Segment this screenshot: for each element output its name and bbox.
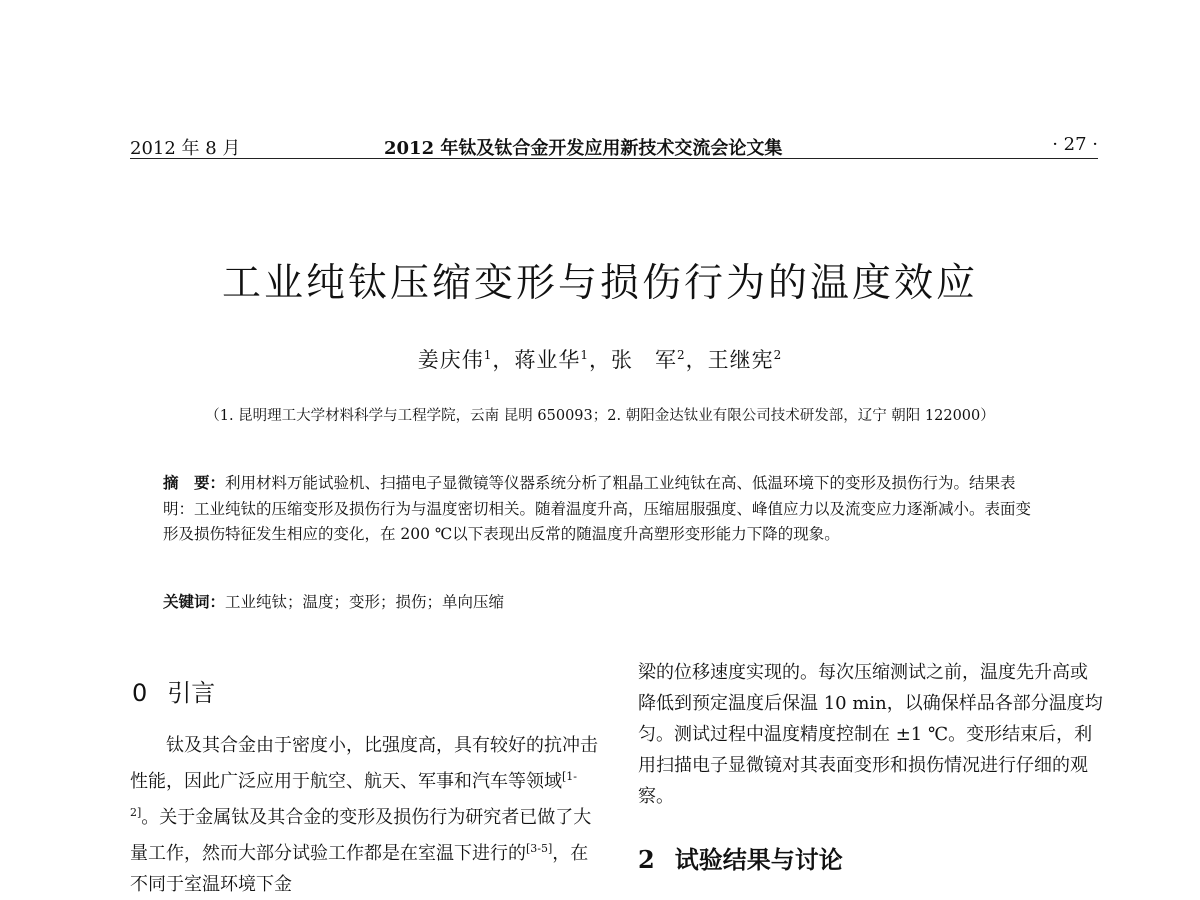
keywords [163,590,504,612]
header-rule [130,158,1098,159]
running-header [130,130,1098,160]
author-affiliation-mark: 1 [483,348,493,362]
intro-text-2: 。关于金属钛及其合金的变形及损伤行为研究者已做了大量工作，然而大部分试验工作都是在室温下进行的 [130,807,592,864]
intro-text-1: 钛及其合金由于密度小，比强度高，具有较好的抗冲击性能，因此广泛应用于航空、航天、军事和汽车等领域 [130,735,598,792]
author-affiliation-mark: 1 [580,348,589,362]
section-title: 试验结果与讨论 [674,845,843,874]
header-proceedings-title: 2012 年钛及钛合金开发应用新技术交流会论文集 [384,138,783,159]
section-title: 引言 [167,679,216,707]
citation-2: [3-5] [526,842,553,855]
right-column [638,657,1103,812]
author-name: 王继宪 [707,348,774,372]
abstract-label: 摘 要： [163,473,226,492]
header-date: 2012 年 8 月 [130,138,241,159]
author-affiliation-mark: 2 [677,348,686,362]
keywords-text: 工业纯钛；温度；变形；损伤；单向压缩 [225,593,505,611]
abstract-text: 利用材料万能试验机、扫描电子显微镜等仪器系统分析了粗晶工业纯钛在高、低温环境下的变形及损伤行为。结果表明：工业纯钛的压缩变形及损伤行为与温度密切相关。随着温度升高，压缩屈服强度、峰值应力以及流变应力逐渐减小。表面变形及损伤特征发生相应的变化，在 200 ℃以下表现出反常的随温度升高塑形变形能力下降的现象。 [163,474,1032,543]
intro-text-3: ，在不同于室温环境下金 [130,843,589,895]
abstract [163,470,1043,548]
section-number: 2 [638,845,655,874]
author-list: 姜庆伟$^1$，蒋业华$^1$，张 军$^2$，王继宪$^2$ [417,348,783,372]
method-paragraph: 梁的位移速度实现的。每次压缩测试之前，温度先升高或降低到预定温度后保温 10 min，以确保样品各部分温度均匀。测试过程中温度精度控制在 ±1 ℃。变形结束后，利用扫描电子显微镜对其表面变形和损伤情况进行仔细的观察。 [638,662,1103,807]
header-page-number: · 27 · [1052,134,1098,155]
affiliations: （1. 昆明理工大学材料科学与工程学院，云南 昆明 650093；2. 朝阳金达钛业有限公司技术研发部，辽宁 朝阳 122000） [205,408,995,424]
section-heading-introduction [132,673,215,708]
paper-title: 工业纯钛压缩变形与损伤行为的温度效应 [221,261,978,306]
citation-1: [1-2] [130,770,578,819]
intro-paragraph [130,730,600,900]
section-heading-results [638,840,843,875]
author-affiliation-mark: 2 [773,348,783,362]
author-name: 张 军 [611,348,677,372]
section-number: 0 [132,679,148,707]
author-name: 姜庆伟 [417,348,484,372]
keywords-label: 关键词： [163,592,226,611]
author-name: 蒋业华 [514,348,581,372]
left-column [130,730,600,900]
